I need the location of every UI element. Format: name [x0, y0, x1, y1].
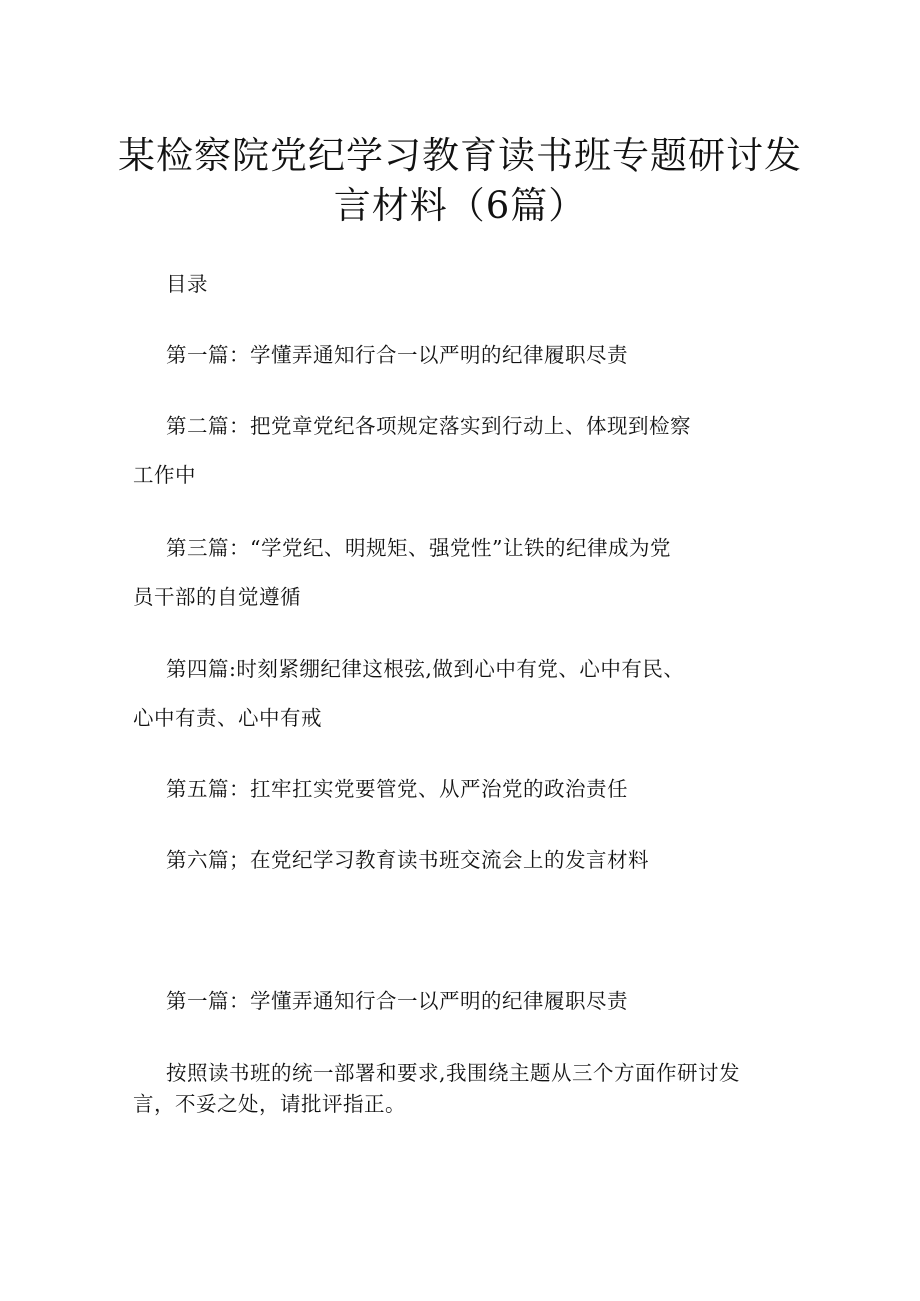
toc-item-3: 第三篇：“学党纪、明规矩、强党性”让铁的纪律成为党 [166, 536, 671, 560]
toc-heading: 目录 [166, 272, 208, 296]
body-paragraph-line-2: 言，不妥之处，请批评指正。 [133, 1092, 406, 1116]
document-title-line-2: 言材料（6篇） [333, 184, 587, 227]
toc-item-3-continuation: 员干部的自觉遵循 [133, 585, 301, 609]
toc-item-1: 第一篇：学懂弄通知行合一以严明的纪律履职尽责 [166, 343, 628, 367]
toc-item-6: 第六篇；在党纪学习教育读书班交流会上的发言材料 [166, 848, 649, 872]
toc-item-2: 第二篇：把党章党纪各项规定落实到行动上、体现到检察 [166, 414, 691, 438]
toc-item-4-continuation: 心中有责、心中有戒 [133, 706, 322, 730]
body-paragraph-line-1: 按照读书班的统一部署和要求,我围绕主题从三个方面作研讨发 [166, 1061, 741, 1085]
toc-item-5: 第五篇：扛牢扛实党要管党、从严治党的政治责任 [166, 777, 628, 801]
section-heading: 第一篇：学懂弄通知行合一以严明的纪律履职尽责 [166, 989, 628, 1013]
toc-item-4: 第四篇:时刻紧绷纪律这根弦,做到心中有党、心中有民、 [166, 657, 685, 681]
document-title-line-1: 某检察院党纪学习教育读书班专题研讨发 [118, 134, 802, 177]
toc-item-2-continuation: 工作中 [133, 463, 196, 487]
